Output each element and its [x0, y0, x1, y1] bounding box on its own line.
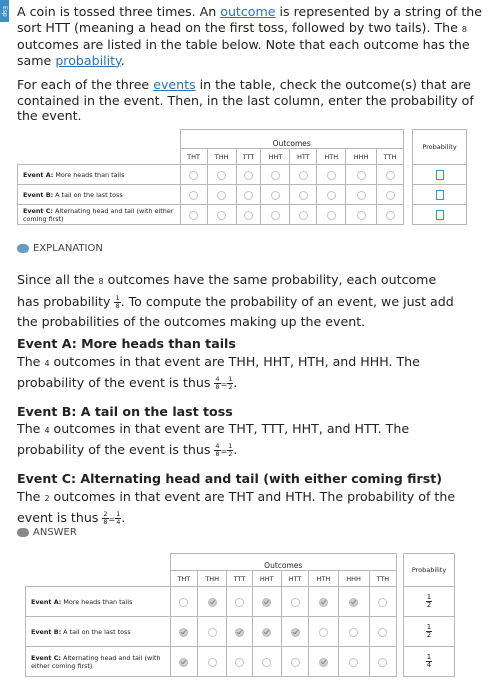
- outcome-header-htt: HTT: [290, 149, 317, 165]
- outcome-checkbox[interactable]: [271, 171, 280, 180]
- answer-event-row: [26, 587, 455, 617]
- event-row: [18, 205, 467, 225]
- explanation-header: EXPLANATION: [17, 243, 103, 254]
- answer-outcome-checkbox: [319, 598, 328, 607]
- outcome-checkbox[interactable]: [357, 191, 366, 200]
- event-a-title: Event A: More heads than tails: [17, 336, 236, 351]
- outcome-header-tth: TTH: [369, 571, 396, 587]
- outcome-checkbox[interactable]: [271, 191, 280, 200]
- answer-outcome-checkbox: [235, 628, 244, 637]
- probability-input[interactable]: [436, 210, 444, 220]
- answer-outcome-checkbox: [262, 658, 271, 667]
- question-paragraph-1: A coin is tossed three times. An outcome is represented by a string of the sort HTT (meaning a head on the first toss, followed by two tails). The 8 outcomes are listed in the table below. Note that each outcome has the same probability.: [17, 4, 482, 68]
- event-row: [18, 185, 467, 205]
- outcome-checkbox[interactable]: [386, 211, 395, 220]
- answer-outcome-checkbox: [208, 658, 217, 667]
- outcome-header-ttt: TTT: [236, 149, 261, 165]
- outcome-checkbox[interactable]: [386, 171, 395, 180]
- outcome-checkbox[interactable]: [244, 171, 253, 180]
- answer-outcome-columns-row: [26, 571, 455, 587]
- outcome-columns-row: [18, 149, 467, 165]
- answer-outcome-checkbox: [235, 598, 244, 607]
- outcome-checkbox[interactable]: [244, 211, 253, 220]
- event-b-title: Event B: A tail on the last toss: [17, 403, 233, 419]
- explanation-intro: Since all the 8 outcomes have the same probability, each outcome has probability $\frac{1}{8}$ . To compute the probability of an event, we just add the probabilities of the outcomes making up the event.: [17, 272, 454, 329]
- outcome-header-hhh: HHH: [346, 149, 377, 165]
- answer-outcomes-header: Outcomes: [170, 554, 397, 571]
- event-a-text: The 4 outcomes in that event are THH, HHT, HTH, and HHH. The probability of the event is thus $\frac{4}{8}$ = $\frac{1}{2}$ .: [17, 353, 420, 391]
- answer-outcome-checkbox: [378, 598, 387, 607]
- answer-outcome-checkbox: [349, 598, 358, 607]
- outcome-header-hht: HHT: [252, 571, 281, 587]
- outcome-checkbox[interactable]: [189, 211, 198, 220]
- outcome-checkbox[interactable]: [327, 211, 336, 220]
- outcome-checkbox[interactable]: [217, 211, 226, 220]
- question-table: [17, 129, 467, 225]
- answer-outcome-checkbox: [208, 628, 217, 637]
- answer-event-row: [26, 617, 455, 647]
- answer-outcome-checkbox: [208, 598, 217, 607]
- answer-probability-value: $\frac{1}{2}$: [426, 623, 432, 639]
- answer-table: [25, 553, 455, 677]
- side-tab[interactable]: Esp: [0, 0, 9, 22]
- outcome-header-tht: THT: [170, 571, 198, 587]
- outcome-checkbox[interactable]: [386, 191, 395, 200]
- answer-probability-value: $\frac{1}{2}$: [426, 593, 432, 609]
- answer-outcome-checkbox: [378, 628, 387, 637]
- answer-outcome-checkbox: [179, 598, 188, 607]
- outcome-checkbox[interactable]: [217, 191, 226, 200]
- answer-outcome-checkbox: [291, 658, 300, 667]
- outcome-checkbox[interactable]: [189, 191, 198, 200]
- answer-outcome-checkbox: [349, 658, 358, 667]
- probability-header: Probability: [413, 130, 467, 165]
- answer-header: ANSWER: [17, 527, 77, 538]
- answer-probability-value: $\frac{1}{4}$: [426, 653, 432, 669]
- outcome-checkbox[interactable]: [327, 191, 336, 200]
- answer-outcome-checkbox: [378, 658, 387, 667]
- event-label: Event A: More heads than tails: [26, 587, 171, 617]
- event-row: [18, 165, 467, 185]
- outcome-checkbox[interactable]: [299, 171, 308, 180]
- answer-outcome-checkbox: [349, 628, 358, 637]
- answer-icon: [17, 528, 29, 537]
- outcome-checkbox[interactable]: [271, 211, 280, 220]
- outcome-header-hth: HTH: [317, 149, 346, 165]
- answer-outcome-checkbox: [291, 598, 300, 607]
- explanation-icon: [17, 244, 29, 253]
- events-link[interactable]: events: [153, 77, 196, 92]
- outcome-header-hht: HHT: [261, 149, 290, 165]
- question-text: [17, 4, 483, 124]
- event-c-title: Event C: Alternating head and tail (with either coming first): [17, 471, 442, 486]
- answer-outcome-checkbox: [235, 658, 244, 667]
- event-label: Event C: Alternating head and tail (with either coming first): [26, 647, 171, 677]
- answer-outcome-checkbox: [319, 658, 328, 667]
- answer-outcome-checkbox: [179, 658, 188, 667]
- event-c-text: The 2 outcomes in that event are THT and HTH. The probability of the event is thus $\frac{2}{8}$ = $\frac{1}{4}$ .: [17, 488, 456, 526]
- outcome-checkbox[interactable]: [189, 171, 198, 180]
- probability-input[interactable]: [436, 190, 444, 200]
- probability-input[interactable]: [436, 170, 444, 180]
- probability-link[interactable]: probability: [55, 52, 121, 68]
- answer-outcome-checkbox: [262, 628, 271, 637]
- outcome-header-tth: TTH: [377, 149, 404, 165]
- answer-probability-header: Probability: [404, 554, 455, 587]
- answer-outcome-checkbox: [291, 628, 300, 637]
- outcome-checkbox[interactable]: [327, 171, 336, 180]
- outcomes-header: Outcomes: [180, 130, 404, 149]
- event-label: Event B: A tail on the last toss: [18, 185, 181, 205]
- outcome-checkbox[interactable]: [357, 211, 366, 220]
- answer-outcome-checkbox: [319, 628, 328, 637]
- answer-outcome-checkbox: [262, 598, 271, 607]
- event-b-text: The 4 outcomes in that event are THT, TTT, HHT, and HTT. The probability of the event is thus $\frac{4}{8}$ = $\frac{1}{2}$ .: [17, 421, 410, 458]
- outcome-link[interactable]: outcome: [220, 4, 276, 19]
- outcome-checkbox[interactable]: [299, 211, 308, 220]
- outcome-header-hhh: HHH: [338, 571, 369, 587]
- event-label: Event A: More heads than tails: [18, 165, 181, 185]
- outcome-header-thh: THH: [207, 149, 236, 165]
- outcome-checkbox[interactable]: [244, 191, 253, 200]
- outcome-header-thh: THH: [198, 571, 227, 587]
- outcome-checkbox[interactable]: [299, 191, 308, 200]
- outcome-header-hth: HTH: [309, 571, 338, 587]
- event-label: Event C: Alternating head and tail (with either coming first): [18, 205, 181, 225]
- question-paragraph-2: For each of the three events in the table, check the outcome(s) that are contained in the event. Then, in the last column, enter the probability of the event.: [17, 77, 474, 123]
- outcome-header-htt: HTT: [281, 571, 308, 587]
- outcome-header-ttt: TTT: [227, 571, 252, 587]
- answer-outcome-checkbox: [179, 628, 188, 637]
- outcome-header-tht: THT: [180, 149, 207, 165]
- explanation-body: [17, 270, 457, 529]
- answer-event-row: [26, 647, 455, 677]
- event-label: Event B: A tail on the last toss: [26, 617, 171, 647]
- outcome-checkbox[interactable]: [357, 171, 366, 180]
- outcome-checkbox[interactable]: [217, 171, 226, 180]
